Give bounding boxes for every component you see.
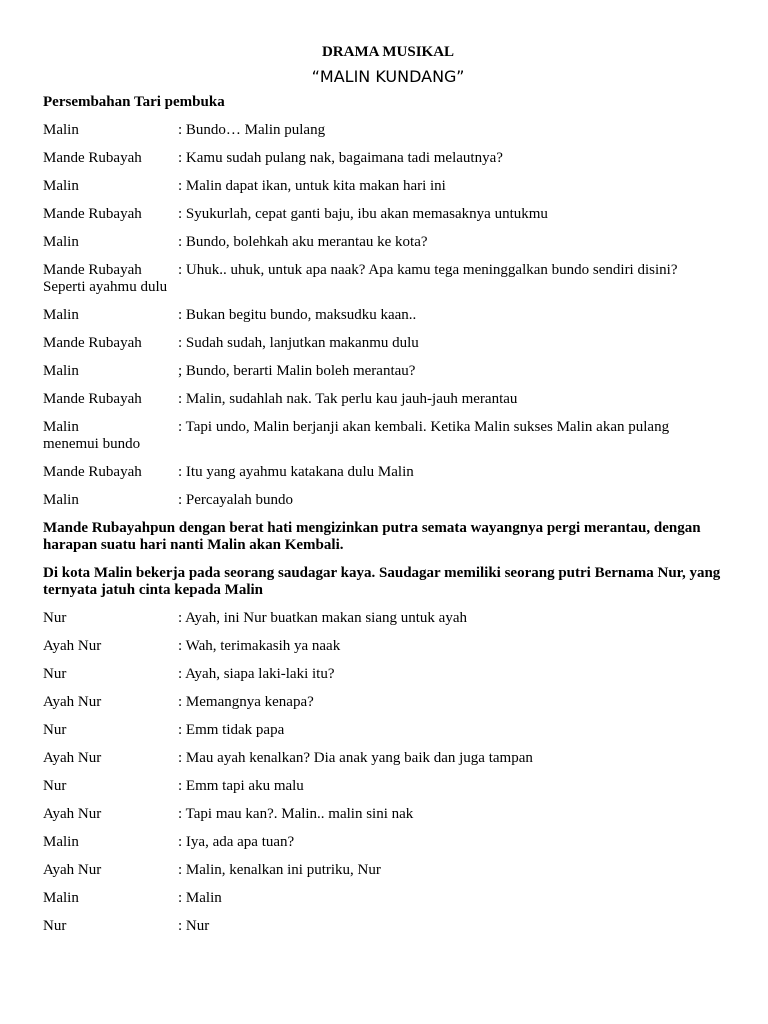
narration-2: Di kota Malin bekerja pada seorang saudagar kaya. Saudagar memiliki seorang putri Bernama Nur, yang ternyata jatuh cinta kepada Malin: [43, 565, 721, 598]
speaker-name: Malin: [43, 419, 79, 435]
speaker-name: Ayah Nur: [43, 806, 102, 822]
narration-1: Mande Rubayahpun dengan berat hati mengizinkan putra semata wayangnya pergi merantau, dengan harapan suatu hari nanti Malin akan Kembali.: [43, 520, 701, 553]
dialogue-line: [43, 178, 733, 195]
dialogue-line: [43, 806, 733, 823]
dialogue-line: [43, 862, 733, 879]
dialogue-text: : Emm tapi aku malu: [178, 778, 304, 794]
speaker-name: Mande Rubayah: [43, 262, 142, 278]
dialogue-line: [43, 150, 733, 167]
dialogue-line: [43, 918, 733, 935]
drama-subtitle: “MALIN KUNDANG”: [311, 67, 465, 86]
scene-1-dialogue: [43, 122, 733, 509]
dialogue-line: [43, 694, 733, 711]
dialogue-line: [43, 335, 733, 352]
dialogue-line: [43, 464, 733, 481]
speaker-name: Malin: [43, 890, 79, 906]
speaker-name: Ayah Nur: [43, 862, 102, 878]
dialogue-text: : Itu yang ayahmu katakana dulu Malin: [178, 464, 414, 480]
dialogue-line: [43, 363, 733, 380]
dialogue-line: [43, 890, 733, 907]
dialogue-text: : Tapi undo, Malin berjanji akan kembali. Ketika Malin sukses Malin akan pulang: [178, 419, 670, 435]
dialogue-text: : Tapi mau kan?. Malin.. malin sini nak: [178, 806, 414, 822]
dialogue-line: [43, 750, 733, 767]
dialogue-line: [43, 307, 733, 324]
speaker-name: Nur: [43, 778, 67, 794]
speaker-name: Ayah Nur: [43, 638, 102, 654]
dialogue-line: [43, 234, 733, 251]
dialogue-text: : Malin dapat ikan, untuk kita makan hari ini: [178, 178, 446, 194]
dialogue-text: : Bukan begitu bundo, maksudku kaan..: [178, 307, 417, 323]
speaker-name: Malin: [43, 492, 79, 508]
dialogue-text: : Syukurlah, cepat ganti baju, ibu akan memasaknya untukmu: [178, 206, 548, 222]
script-page: [43, 42, 733, 946]
dialogue-text: : Malin, sudahlah nak. Tak perlu kau jauh-jauh merantau: [178, 391, 518, 407]
dialogue-text: : Sudah sudah, lanjutkan makanmu dulu: [178, 335, 419, 351]
dialogue-line: [43, 778, 733, 795]
speaker-name: Mande Rubayah: [43, 150, 142, 166]
dialogue-text: ; Bundo, berarti Malin boleh merantau?: [178, 363, 416, 379]
drama-title: DRAMA MUSIKAL: [321, 44, 455, 60]
dialogue-line: [43, 722, 733, 739]
speaker-name: Malin: [43, 122, 79, 138]
dialogue-text: : Iya, ada apa tuan?: [178, 834, 295, 850]
speaker-name: Ayah Nur: [43, 750, 102, 766]
dialogue-text: : Kamu sudah pulang nak, bagaimana tadi melautnya?: [178, 150, 503, 166]
dialogue-text: : Emm tidak papa: [178, 722, 285, 738]
dialogue-text: : Percayalah bundo: [178, 492, 293, 508]
speaker-name: Mande Rubayah: [43, 206, 142, 222]
dialogue-text: : Ayah, siapa laki-laki itu?: [178, 666, 335, 682]
dialogue-text: : Mau ayah kenalkan? Dia anak yang baik dan juga tampan: [178, 750, 533, 766]
dialogue-line: [43, 610, 733, 627]
dialogue-continuation: menemui bundo: [43, 436, 141, 452]
speaker-name: Mande Rubayah: [43, 391, 142, 407]
dialogue-line: [43, 666, 733, 683]
speaker-name: Nur: [43, 610, 67, 626]
dialogue-text: : Nur: [178, 918, 210, 934]
dialogue-line: [43, 262, 733, 296]
speaker-name: Malin: [43, 178, 79, 194]
dialogue-text: : Memangnya kenapa?: [178, 694, 314, 710]
speaker-name: Nur: [43, 666, 67, 682]
dialogue-text: : Wah, terimakasih ya naak: [178, 638, 341, 654]
scene-2-dialogue: [43, 610, 733, 935]
speaker-name: Malin: [43, 834, 79, 850]
dialogue-line: [43, 122, 733, 139]
opening-note: Persembahan Tari pembuka: [43, 94, 225, 110]
dialogue-text: : Ayah, ini Nur buatkan makan siang untuk ayah: [178, 610, 467, 626]
dialogue-line: [43, 834, 733, 851]
dialogue-text: : Bundo… Malin pulang: [178, 122, 326, 138]
speaker-name: Ayah Nur: [43, 694, 102, 710]
dialogue-line: [43, 638, 733, 655]
dialogue-line: [43, 391, 733, 408]
dialogue-line: [43, 206, 733, 223]
dialogue-text: : Bundo, bolehkah aku merantau ke kota?: [178, 234, 428, 250]
dialogue-continuation: Seperti ayahmu dulu: [43, 279, 168, 295]
speaker-name: Malin: [43, 234, 79, 250]
dialogue-text: : Uhuk.. uhuk, untuk apa naak? Apa kamu tega meninggalkan bundo sendiri disini?: [178, 262, 678, 278]
speaker-name: Mande Rubayah: [43, 464, 142, 480]
speaker-name: Nur: [43, 918, 67, 934]
speaker-name: Nur: [43, 722, 67, 738]
speaker-name: Malin: [43, 307, 79, 323]
dialogue-line: [43, 492, 733, 509]
dialogue-text: : Malin, kenalkan ini putriku, Nur: [178, 862, 381, 878]
dialogue-text: : Malin: [178, 890, 222, 906]
dialogue-line: [43, 419, 733, 453]
speaker-name: Malin: [43, 363, 79, 379]
speaker-name: Mande Rubayah: [43, 335, 142, 351]
